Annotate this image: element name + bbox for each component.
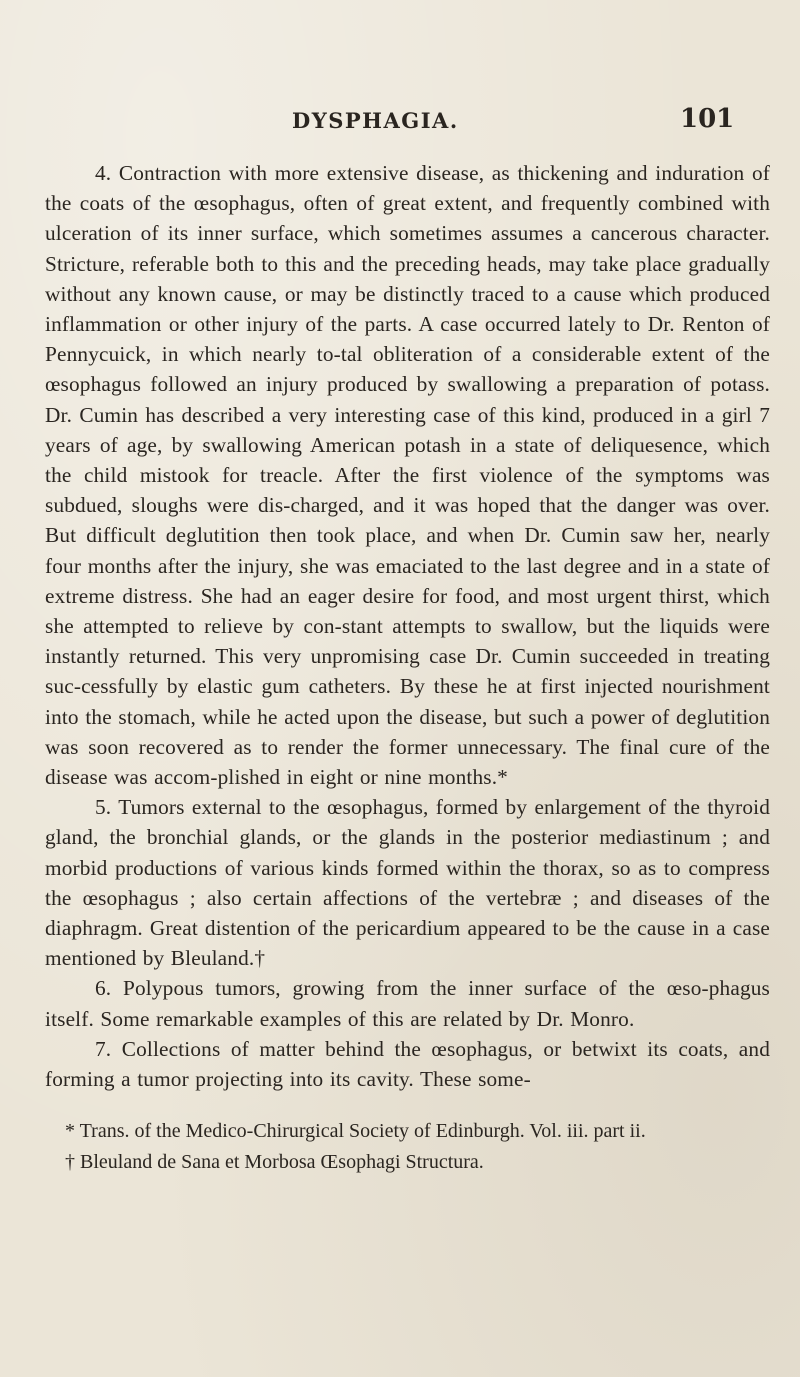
paragraph-7: 7. Collections of matter behind the œsophagus, or betwixt its coats, and forming a tumor projecting into its cavity. These some- — [45, 1036, 770, 1092]
footnote-1: * Trans. of the Medico-Chirurgical Society of Edinburgh. Vol. iii. part ii. — [65, 1120, 646, 1143]
body-text — [45, 158, 770, 1094]
footnotes — [45, 1116, 770, 1178]
footnote-2: † Bleuland de Sana et Morbosa Œsophagi Structura. — [65, 1151, 484, 1174]
page-number: 101 — [680, 104, 735, 134]
paragraph-6: 6. Polypous tumors, growing from the inner surface of the œso-phagus itself. Some remarkable examples of this are related by Dr. Monro. — [45, 976, 770, 1031]
paragraph-4: 4. Contraction with more extensive disease, as thickening and induration of the coats of the œsophagus, often of great extent, and frequently combined with ulceration of its inner surface, which sometimes assumes a cancerous character. Stricture, referable both to this and the preceding heads, may take place gradually without any known cause, or may be distinctly traced to a cause which produced inflammation or other injury of the parts. A case occurred lately to Dr. Renton of Pennycuick, in which nearly to-tal obliteration of a considerable extent of the œsophagus followed an injury produced by swallowing a preparation of potass. Dr. Cumin has described a very interesting case of this kind, produced in a girl 7 years of age, by swallowing American potash in a state of deliquesence, which the child mistook for treacle. After the first violence of the symptoms was subdued, sloughs were dis-charged, and it was hoped that the danger was over. But difficult deglutition then took place, and when Dr. Cumin saw her, nearly four months after the injury, she was emaciated to the last degree and in a state of extreme distress. She had an eager desire for food, and most urgent thirst, which she attempted to relieve by con-stant attempts to swallow, but the liquids were instantly returned. This very unpromising case Dr. Cumin succeeded in treating suc-cessfully by elastic gum catheters. By these he at first injected nourishment into the stomach, while he acted upon the disease, but such a power of deglutition was soon recovered as to render the former unnecessary. The final cure of the disease was accom-plished in eight or nine months.* — [45, 161, 770, 790]
paragraph-5: 5. Tumors external to the œsophagus, formed by enlargement of the thyroid gland, the bronchial glands, or the glands in the posterior mediastinum ; and morbid productions of various kinds formed within the thorax, so as to compress the œsophagus ; also certain affections of the vertebræ ; and diseases of the diaphragm. Great distention of the pericardium appeared to be the cause in a case mentioned by Bleuland.† — [45, 795, 770, 971]
running-title: DYSPHAGIA. — [292, 108, 459, 133]
running-head — [45, 90, 770, 134]
